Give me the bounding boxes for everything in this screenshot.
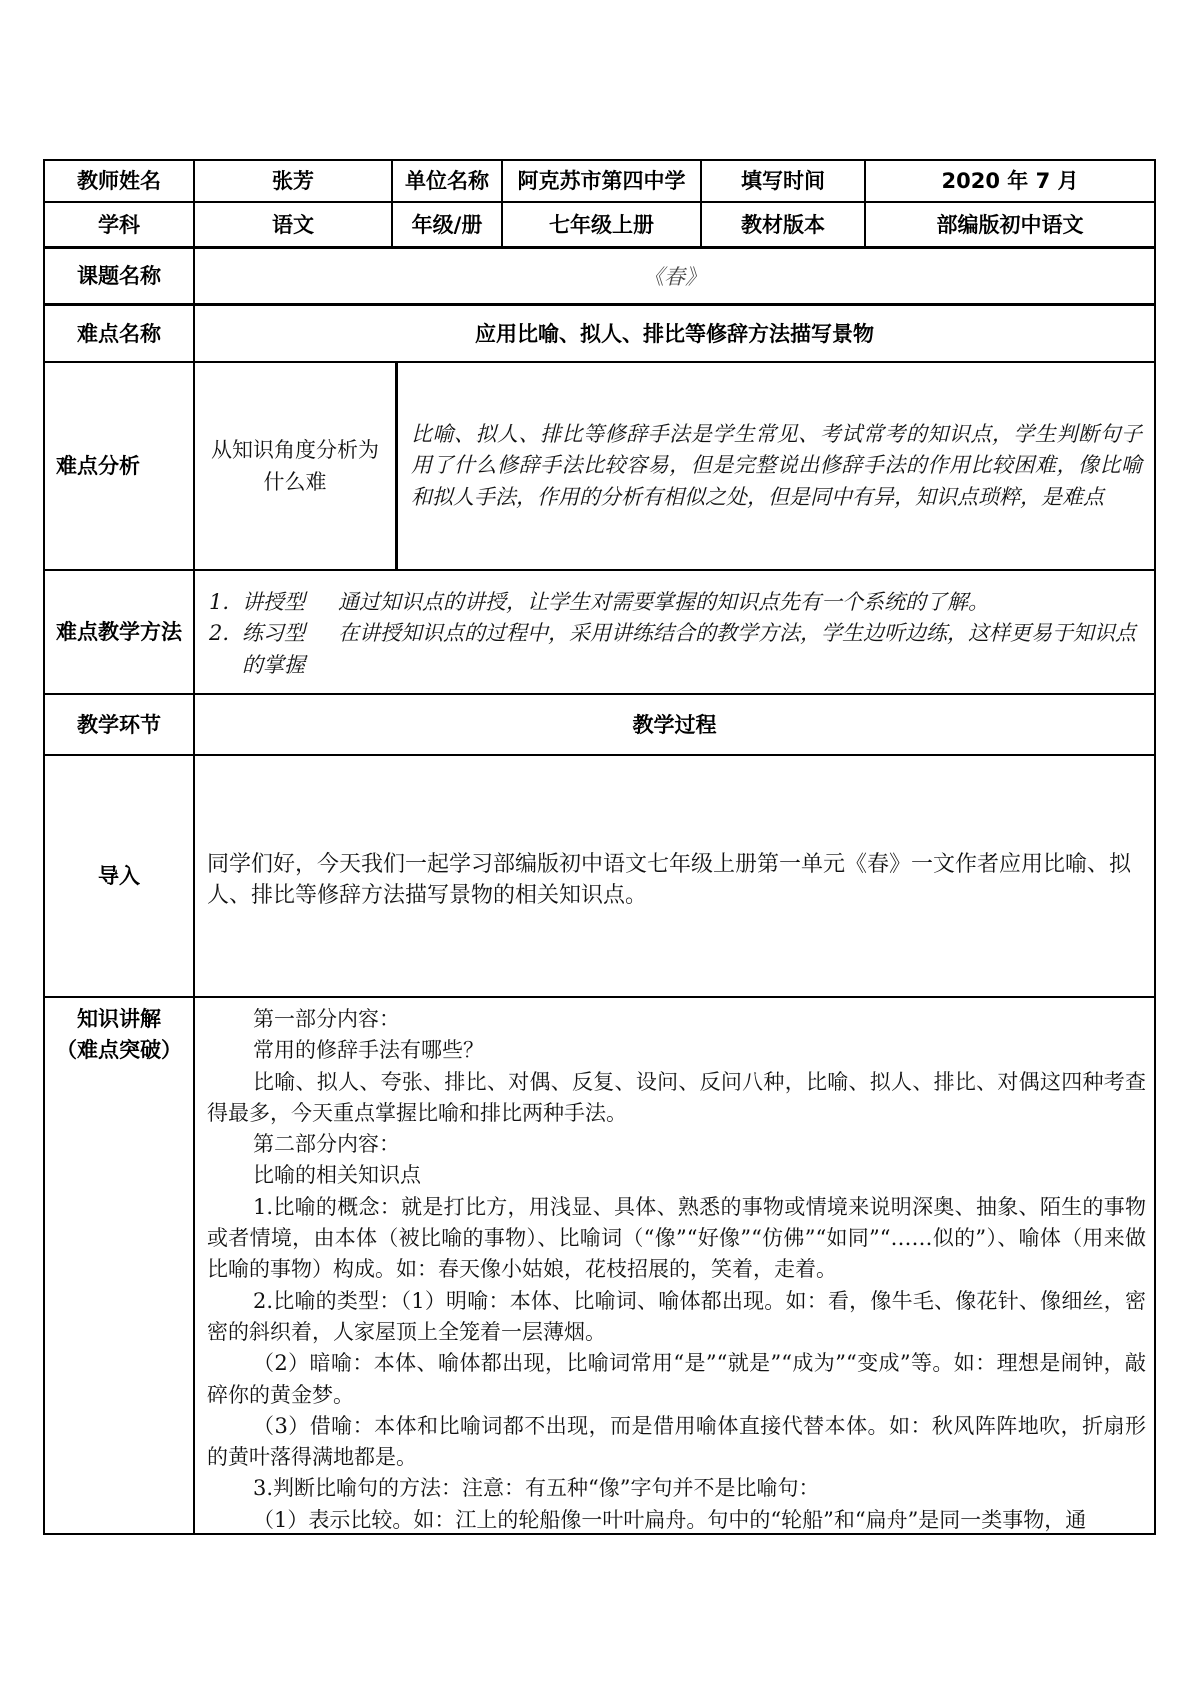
analysis-row: [43, 363, 1156, 571]
subject-label: 学科: [45, 203, 195, 246]
textbook-value: 部编版初中语文: [936, 212, 1084, 237]
method-description: 在讲授知识点的过程中，采用讲练结合的教学方法，学生边听边练，这样更易于知识点的掌握: [242, 621, 1136, 677]
explanation-paragraph: 第一部分内容：: [253, 1007, 400, 1031]
date-label: 填写时间: [702, 161, 866, 201]
analysis-label: 难点分析: [45, 363, 195, 569]
explanation-paragraph: （2）暗喻：本体、喻体都出现，比喻词常用“是”“就是”“成为”“变成”等。如：理想是闹钟，敲碎你的黄金梦。: [207, 1351, 1146, 1407]
methods-row: [43, 571, 1156, 695]
intro-text: 同学们好，今天我们一起学习部编版初中语文七年级上册第一单元《春》一文作者应用比喻、拟人、排比等修辞方法描写景物的相关知识点。: [207, 851, 1132, 908]
difficulty-value: 应用比喻、拟人、排比等修辞方法描写景物: [475, 321, 874, 346]
process-value: 教学过程: [632, 712, 717, 737]
difficulty-label: 难点名称: [45, 306, 195, 361]
explanation-paragraph: （3）借喻：本体和比喻词都不出现，而是借用喻体直接代替本体。如：秋风阵阵地吹，折扇形的黄叶落得满地都是。: [207, 1413, 1146, 1470]
teacher-name-label: 教师姓名: [45, 161, 195, 201]
subject-value: 语文: [195, 203, 393, 246]
grade-label: 年级/册: [393, 203, 503, 246]
analysis-angle-cell: [195, 363, 398, 569]
grade-value: 七年级上册: [503, 203, 702, 246]
school-value: 阿克苏市第四中学: [503, 161, 702, 201]
explanation-paragraph: （1）表示比较。如：江上的轮船像一叶叶扁舟。句中的“轮船”和“扁舟”是同一类事物，通: [253, 1507, 1087, 1532]
info-row-teacher: [43, 159, 1156, 203]
methods-label: 难点教学方法: [45, 571, 195, 693]
explanation-content: [195, 998, 1154, 1533]
process-label: 教学环节: [45, 695, 195, 754]
school-label: 单位名称: [393, 161, 503, 201]
explanation-sublabel: （难点突破）: [56, 1038, 182, 1063]
analysis-text: 比喻、拟人、排比等修辞手法是学生常见、考试常考的知识点，学生判断句子用了什么修辞手法比较容易，但是完整说出修辞手法的作用比较困难，像比喻和拟人手法，作用的分析有相似之处，但是同中有异，知识点琐粹，是难点: [411, 421, 1142, 509]
explanation-paragraph: 2.比喻的类型：（1）明喻：本体、比喻词、喻体都出现。如：看，像牛毛、像花针、像细丝，密密的斜织着，人家屋顶上全笼着一层薄烟。: [207, 1288, 1146, 1344]
intro-text-cell: [195, 756, 1154, 996]
explanation-label: 知识讲解: [77, 1007, 161, 1031]
intro-label: 导入: [45, 756, 195, 996]
difficulty-row: [43, 306, 1156, 363]
intro-row: [43, 756, 1156, 998]
explanation-paragraph: 常用的修辞手法有哪些？: [253, 1038, 484, 1063]
teacher-name-value: 张芳: [195, 161, 393, 201]
methods-list: [195, 571, 1154, 693]
method-type: 讲授型: [242, 590, 305, 614]
method-item: [209, 618, 1144, 681]
info-row-subject: [43, 203, 1156, 249]
explanation-paragraph: 1.比喻的概念：就是打比方，用浅显、具体、熟悉的事物或情境来说明深奥、抽象、陌生的事物或者情境，由本体（被比喻的事物）、比喻词（“像”“好像”“仿佛”“如同”“……似的”）、喻体（用来做比喻的事物）构成。如：春天像小姑娘，花枝招展的，笑着，走着。: [207, 1194, 1146, 1282]
topic-label: 课题名称: [45, 249, 195, 303]
topic-row: [43, 249, 1156, 306]
explanation-row: [43, 998, 1156, 1535]
method-number: 2.: [209, 621, 230, 646]
process-header-row: [43, 695, 1156, 756]
method-item: [209, 587, 1144, 618]
explanation-paragraph: 第二部分内容：: [253, 1132, 400, 1157]
date-value: 2020 年 7 月: [941, 169, 1079, 193]
lesson-plan-table: [43, 159, 1156, 1535]
explanation-paragraph: 比喻、拟人、夸张、排比、对偶、反复、设问、反问八种，比喻、拟人、排比、对偶这四种考查得最多，今天重点掌握比喻和排比两种手法。: [207, 1069, 1146, 1125]
explanation-paragraph: 3.判断比喻句的方法：注意：有五种“像”字句并不是比喻句：: [253, 1476, 820, 1501]
textbook-label: 教材版本: [702, 203, 866, 246]
explanation-paragraph: 比喻的相关知识点: [253, 1163, 421, 1188]
method-description: 通过知识点的讲授，让学生对需要掌握的知识点先有一个系统的了解。: [338, 590, 989, 614]
analysis-angle: 从知识角度分析为什么难: [211, 438, 379, 494]
method-number: 1.: [209, 590, 230, 614]
method-type: 练习型: [242, 621, 305, 646]
topic-value: 《春》: [643, 265, 706, 289]
explanation-label-cell: [45, 998, 195, 1533]
analysis-text-cell: [398, 363, 1154, 569]
